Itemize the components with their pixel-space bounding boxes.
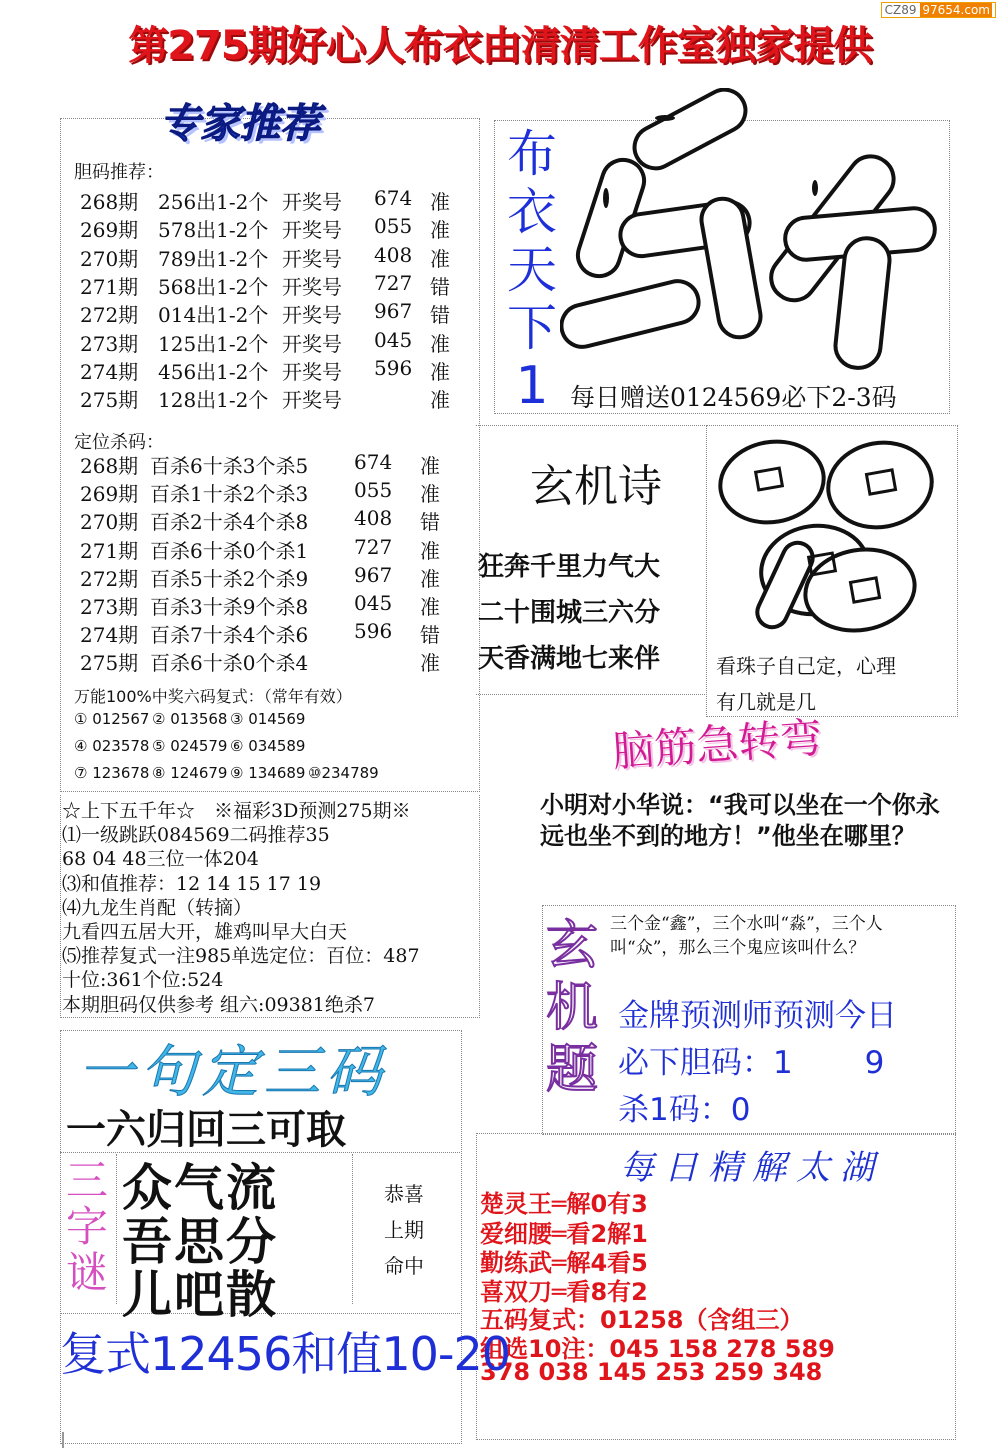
dan-cell-period: 272期 (80, 303, 139, 328)
six-code-item: ⑧ 124679 (152, 764, 228, 782)
dan-cell-pick: 568出1-2个 (158, 274, 269, 299)
coin-icon (821, 435, 938, 536)
kill-cell-status: 准 (420, 482, 440, 507)
taihu-line: 五码复式：01258（含组三） (480, 1306, 804, 1334)
history-line: ⑷九龙生肖配（转摘） (62, 896, 253, 919)
three-word-vertical-title (64, 1158, 110, 1296)
kill-cell-status: 准 (420, 651, 440, 676)
history-line: ⑶和值推荐：12 14 15 17 19 (62, 872, 322, 895)
six-code-item: ① 012567 (74, 710, 150, 728)
six-code-item: ⑦ 123678 (74, 764, 150, 782)
dan-cell-pick: 256出1-2个 (158, 190, 269, 214)
poem-line: 二十围城三六分 (478, 598, 661, 628)
dan-cell-status: 错 (430, 274, 450, 299)
dan-cell-period: 270期 (80, 246, 139, 271)
kill-cell-pick: 百杀6十杀3个杀5 (150, 454, 309, 478)
compound-sum-line: 复式12456和值10-20 (60, 1327, 510, 1381)
expert-heading: 专家推荐 (160, 101, 320, 147)
kill-cell-status: 错 (420, 623, 440, 648)
xuanji-char: 机 (545, 978, 598, 1038)
history-line: ⑴一级跳跃084569二码推荐35 (62, 824, 330, 847)
six-code-item: ⑨ 134689 (230, 764, 306, 782)
buyi-char: 衣 (507, 183, 557, 241)
kill-cell-pick: 百杀3十杀9个杀8 (150, 595, 309, 619)
dan-cell-status: 准 (430, 190, 450, 214)
poem-line: 天香满地七来伴 (478, 644, 661, 674)
divider (352, 1154, 354, 1304)
kill-cell-result: 055 (354, 478, 393, 503)
dan-cell-label: 开奖号 (282, 246, 342, 271)
buyi-char: 1 (515, 356, 549, 416)
kill-cell-pick: 百杀6十杀0个杀4 (150, 651, 309, 676)
buyi-vertical-title (500, 125, 564, 415)
history-line: 本期胆码仅供参考 组六:09381绝杀7 (62, 993, 375, 1016)
watermark-left: CZ89 (884, 3, 917, 17)
dan-cell-status: 准 (430, 359, 450, 384)
six-code-item: ⑤ 024579 (152, 737, 228, 755)
xuanji-char: 玄 (545, 916, 598, 976)
poem-line: 狂奔千里力气大 (478, 552, 661, 582)
taihu-line: 勤练武═解4看5 (480, 1249, 648, 1277)
poem-title: 玄机诗 (530, 461, 662, 512)
dan-cell-result: 055 (374, 214, 413, 239)
one-sentence-heading: 一句定三码 (78, 1040, 388, 1105)
kill-cell-period: 268期 (80, 454, 139, 478)
kill-cell-result: 045 (354, 591, 393, 615)
kill-cell-result: 967 (354, 562, 393, 587)
kill-cell-status: 准 (420, 566, 440, 591)
history-line: 十位:361个位:524 (62, 969, 224, 992)
watermark-right: 97654.com (922, 3, 990, 17)
six-code-item: ⑥ 034589 (230, 737, 306, 755)
kill-cell-period: 273期 (80, 595, 139, 619)
rice-grain-number (560, 88, 937, 370)
dan-cell-status: 准 (430, 246, 450, 271)
divider (116, 1154, 118, 1304)
dan-cell-label: 开奖号 (282, 359, 342, 384)
six-code-row (74, 737, 308, 755)
six-label: 万能100%中奖六码复式：（常年有效） (74, 687, 352, 706)
riddle-word: 儿吧散 (122, 1266, 278, 1324)
kill-cell-pick: 百杀1十杀2个杀3 (150, 482, 309, 507)
xuanji-vertical-title (540, 915, 604, 1101)
kill-cell-period: 271期 (80, 538, 139, 563)
page-title: 第275期好心人布衣由清清工作室独家提供 (128, 23, 872, 69)
dan-cell-label: 开奖号 (282, 190, 342, 214)
must-dan-line: 必下胆码：1 9 (618, 1045, 885, 1081)
dan-cell-status: 准 (430, 388, 450, 413)
dan-cell-period: 273期 (80, 331, 139, 356)
taihu-line: 378 038 145 253 259 348 (480, 1358, 823, 1386)
xuanji-riddle: 三个金“鑫”，三个水叫“淼”，三个人叫“众”，那么三个鬼应该叫什么？ (610, 914, 883, 958)
taihu-line: 喜双刀═看8有2 (480, 1278, 648, 1306)
history-line: 68 04 48三位一体204 (62, 848, 259, 871)
buyi-char: 布 (507, 125, 557, 183)
kill-cell-pick: 百杀7十杀4个杀6 (150, 623, 309, 648)
dan-cell-pick: 456出1-2个 (158, 359, 269, 384)
dan-cell-status: 准 (430, 218, 450, 243)
kill-cell-status: 准 (420, 538, 440, 563)
kill-code-line: 杀1码：0 (618, 1092, 751, 1128)
dan-cell-result: 596 (374, 355, 413, 380)
kill-cell-period: 270期 (80, 510, 139, 535)
dan-cell-pick: 125出1-2个 (158, 331, 269, 356)
dan-cell-period: 274期 (80, 359, 139, 384)
congrats-word: 命中 (384, 1254, 424, 1278)
coin-icon (714, 434, 830, 531)
taihu-line: 爱细腰═看2解1 (480, 1220, 648, 1248)
kill-cell-period: 272期 (80, 566, 139, 591)
kill-cell-period: 269期 (80, 482, 139, 507)
kill-cell-result: 674 (354, 450, 393, 474)
dan-cell-label: 开奖号 (282, 331, 342, 356)
six-code-item: ⑩234789 (308, 764, 379, 782)
kill-cell-result: 727 (354, 534, 393, 559)
congrats-word: 恭喜 (384, 1182, 424, 1206)
buyi-char: 下 (507, 299, 557, 357)
dan-cell-pick: 014出1-2个 (158, 303, 269, 328)
dan-cell-pick: 789出1-2个 (158, 246, 269, 271)
xuanji-char: 题 (545, 1040, 598, 1100)
three-word-char: 字 (65, 1202, 108, 1251)
dan-cell-result: 045 (374, 327, 413, 352)
dan-cell-label: 开奖号 (282, 218, 342, 243)
taihu-line: 楚灵王═解0有3 (480, 1190, 648, 1218)
brain-teaser-heading: 脑筋急转弯 (610, 712, 824, 777)
beads-note-line: 有几就是几 (716, 690, 816, 714)
kill-label: 定位杀码： (74, 432, 164, 453)
dan-cell-status: 准 (430, 331, 450, 356)
dan-cell-period: 271期 (80, 274, 139, 299)
dan-cell-label: 开奖号 (282, 274, 342, 299)
dan-cell-period: 275期 (80, 388, 139, 413)
dan-cell-label: 开奖号 (282, 388, 342, 413)
three-word-char: 三 (65, 1156, 108, 1205)
dan-label: 胆码推荐： (74, 162, 164, 183)
six-code-item: ② 013568 (152, 710, 228, 728)
daily-gift-text: 每日赠送0124569必下2-3码 (570, 383, 897, 412)
history-line: 九看四五居大开，雄鸡叫早大白天 (62, 921, 348, 943)
three-word-char: 谜 (65, 1248, 108, 1297)
kill-cell-period: 275期 (80, 651, 139, 676)
gold-predictor-line: 金牌预测师预测今日 (618, 998, 897, 1034)
kill-cell-pick: 百杀5十杀2个杀9 (150, 566, 309, 591)
kill-cell-pick: 百杀2十杀4个杀8 (150, 510, 309, 535)
dan-cell-label: 开奖号 (282, 303, 342, 328)
cursor-icon (62, 1432, 64, 1448)
history-line: ⑸推荐复式一注985单选定位：百位：487 (62, 945, 420, 968)
six-code-row (74, 764, 386, 782)
kill-cell-result: 408 (354, 506, 393, 531)
kill-cell-status: 错 (420, 510, 440, 535)
dan-cell-result: 967 (374, 299, 413, 324)
riddle-word: 吾思分 (122, 1213, 278, 1271)
taihu-line: 组选10注：045 158 278 589 (480, 1335, 835, 1363)
one-sentence-phrase: 一六归回三可取 (66, 1107, 346, 1153)
kill-cell-result: 596 (354, 619, 393, 644)
six-code-row (74, 710, 308, 728)
dan-cell-period: 269期 (80, 218, 139, 243)
history-line: ☆上下五千年☆ ※福彩3D预测275期※ (62, 800, 411, 822)
dan-cell-result: 674 (374, 186, 413, 210)
kill-cell-period: 274期 (80, 623, 139, 648)
big-number-rice-art (560, 88, 940, 373)
dan-cell-result: 408 (374, 242, 413, 267)
dan-cell-status: 错 (430, 303, 450, 328)
beads-note-line: 看珠子自己定，心理 (716, 654, 896, 678)
dan-cell-pick: 578出1-2个 (158, 218, 269, 243)
buyi-char: 天 (507, 241, 557, 299)
taihu-heading: 每日精解太湖 (620, 1148, 884, 1188)
congrats-word: 上期 (384, 1218, 424, 1242)
brain-teaser-riddle: 小明对小华说：“我可以坐在一个你永远也坐不到的地方！”他坐在哪里？ (540, 791, 940, 850)
six-code-item: ④ 023578 (74, 737, 150, 755)
dan-cell-period: 268期 (80, 190, 139, 214)
dan-cell-pick: 128出1-2个 (158, 388, 269, 413)
kill-cell-status: 准 (420, 595, 440, 619)
riddle-word: 众气流 (122, 1159, 278, 1217)
kill-cell-pick: 百杀6十杀0个杀1 (150, 538, 309, 563)
dan-cell-result: 727 (374, 270, 413, 295)
kill-cell-status: 准 (420, 454, 440, 478)
six-code-item: ③ 014569 (230, 710, 306, 728)
coin-beads-art (710, 430, 950, 635)
